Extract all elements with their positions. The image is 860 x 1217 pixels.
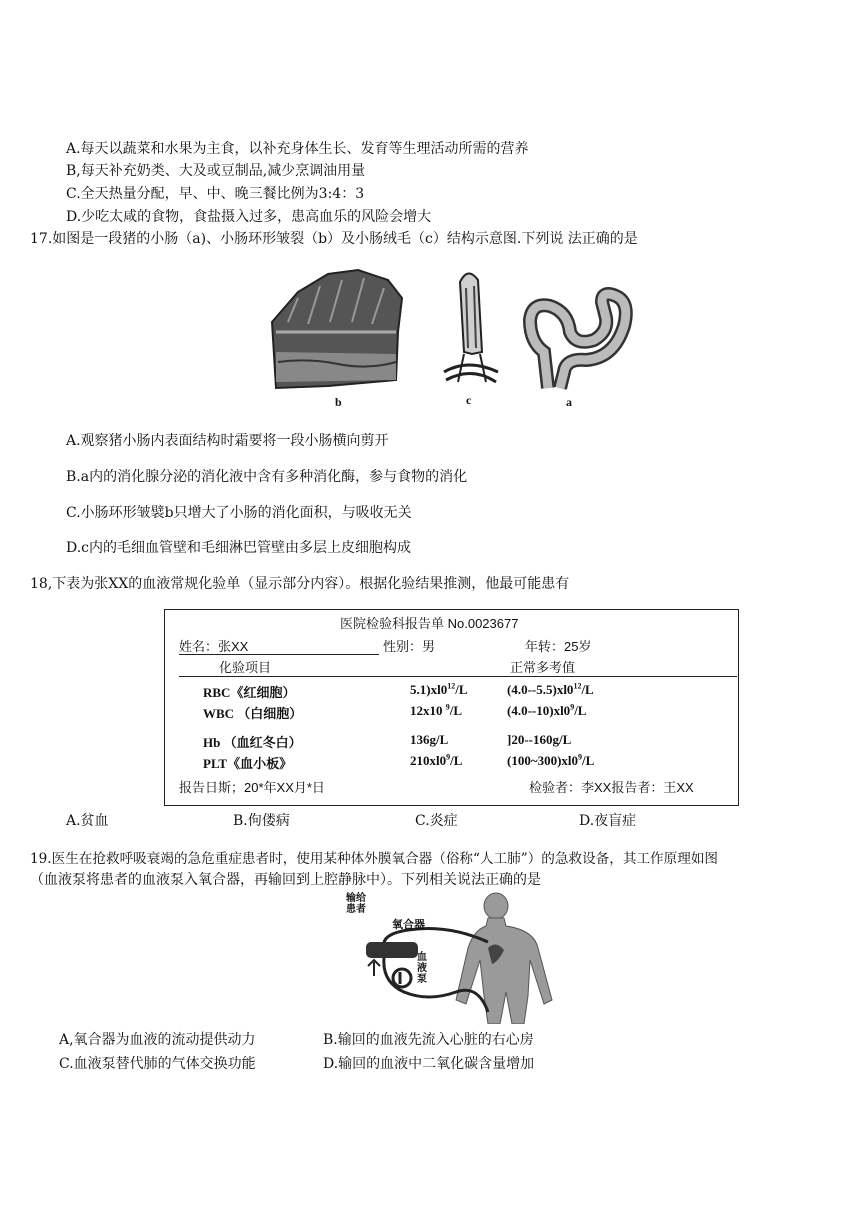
flow-arrow-icon <box>368 960 380 976</box>
label-oxygenator: 氧合器 <box>392 918 425 931</box>
q19-stem-line1: 19.医生在抢救呼吸衰竭的急危重症患者时，使用某种体外膜氧合器（俗称“人工肺”）的急救设备，其工作原理如图 <box>30 851 719 867</box>
row-hb-item: Hb （血红冬白） <box>203 735 302 750</box>
blood-pump-icon <box>393 969 411 987</box>
q19-option-b: B.输回的血液先流入心脏的右心房 <box>323 1032 534 1048</box>
q18-option-d: D.夜盲症 <box>579 813 637 829</box>
q19-stem-line2: （血液泵将患者的血液泵入氧合器，再输回到上腔静脉中）。下列相关说法正确的是 <box>30 872 541 888</box>
q17-option-d: D.c内的毛细血管壁和毛细淋巴管壁由多层上皮细胞构成 <box>66 540 412 556</box>
patient-age: 年转：25岁 <box>525 639 592 654</box>
row-wbc-item: WBC （白细胞） <box>203 706 303 721</box>
q18-option-a: A.贫血 <box>66 813 109 829</box>
row-plt-item: PLT《血小板》 <box>203 756 293 771</box>
q18-stem: 18,下表为张XX的血液常规化验单（显示部分内容）。根据化验结果推测，他最可能患有 <box>30 576 570 592</box>
intestine-loop-image <box>530 294 626 388</box>
row-hb-ref: ]20--160g/L <box>507 732 572 747</box>
label-b: b <box>335 395 342 409</box>
q17-option-c: C.小肠环形皱襞b只增大了小肠的消化面积，与吸收无关 <box>66 505 412 521</box>
villus-image <box>444 273 498 382</box>
row-rbc-ref: $(4.0--5.5)xl0^{12}/L$ <box>507 681 594 697</box>
label-a: a <box>566 395 572 409</box>
q17-option-b: B.a内的消化腺分泌的消化液中含有多种消化酶，参与食物的消化 <box>66 469 468 485</box>
row-plt-value: $210xl0^9/L$ <box>410 752 463 768</box>
row-wbc-value: 12x10 $^9$/L <box>410 702 463 718</box>
q16-option-b: B,每天补充奶类、大及或豆制品,减少烹调油用量 <box>66 163 366 179</box>
q17-stem: 17.如图是一段猪的小肠（a)、小肠环形皱裂（b）及小肠绒毛（c）结构示意图.下列说 法正确的是 <box>30 231 638 247</box>
q17-option-a: A.观察猪小肠内表面结构时霜要将一段小肠横向剪开 <box>66 433 389 449</box>
q19-option-d: D.输回的血液中二氧化碳含量增加 <box>323 1056 535 1072</box>
label-transfuse: 输给患者 <box>346 893 366 915</box>
human-body-image <box>456 893 552 1024</box>
q18-option-b: B.佝偻病 <box>233 813 290 829</box>
ecmo-figure <box>338 892 578 1024</box>
report-title: 医院检验科报告单 No.0023677 <box>340 616 519 631</box>
report-signers: 检验者：李XX报告者：王XX <box>529 780 694 795</box>
label-c: c <box>466 393 472 407</box>
report-date: 报告日斯；20*年XX月*日 <box>179 780 325 795</box>
q19-option-a: A,氧合器为血液的流动提供动力 <box>59 1032 256 1048</box>
col-item-header: 化验项目 <box>219 660 272 675</box>
row-rbc-item: RBC《红细胞） <box>203 685 296 700</box>
q16-option-a: A.每天以蔬菜和水果为主食，以补充身体生长、发育等生理活动所需的营养 <box>66 141 529 157</box>
q19-option-c: C.血液泵替代肺的气体交换功能 <box>59 1056 256 1072</box>
q16-option-d: D.少吃太咸的食物，食盐摄入过多，患高血乐的风险会增大 <box>66 209 432 225</box>
row-plt-ref: $(100\sim 300)xl0^9/L$ <box>507 752 595 768</box>
row-hb-value: 136g/L <box>410 732 449 747</box>
q18-option-c: C.炎症 <box>415 813 458 829</box>
q16-option-c: C.全天热量分配，早、中、晚三餐比例为3:4：3 <box>66 186 365 202</box>
small-intestine-figure <box>268 262 638 414</box>
patient-gender: 性别：男 <box>383 639 436 654</box>
col-ref-header: 正常多考值 <box>510 660 576 675</box>
lab-report-table <box>164 609 739 806</box>
oxygenator-device <box>366 942 418 958</box>
patient-name: 姓名：张XX <box>179 639 249 654</box>
label-pump: 血液泵 <box>417 952 427 985</box>
row-wbc-ref: $(4.0--10)xl0^9/L$ <box>507 702 587 718</box>
row-rbc-value: $5.1)xl0^{12}/L$ <box>410 681 468 697</box>
intestine-fold-image <box>272 270 402 388</box>
